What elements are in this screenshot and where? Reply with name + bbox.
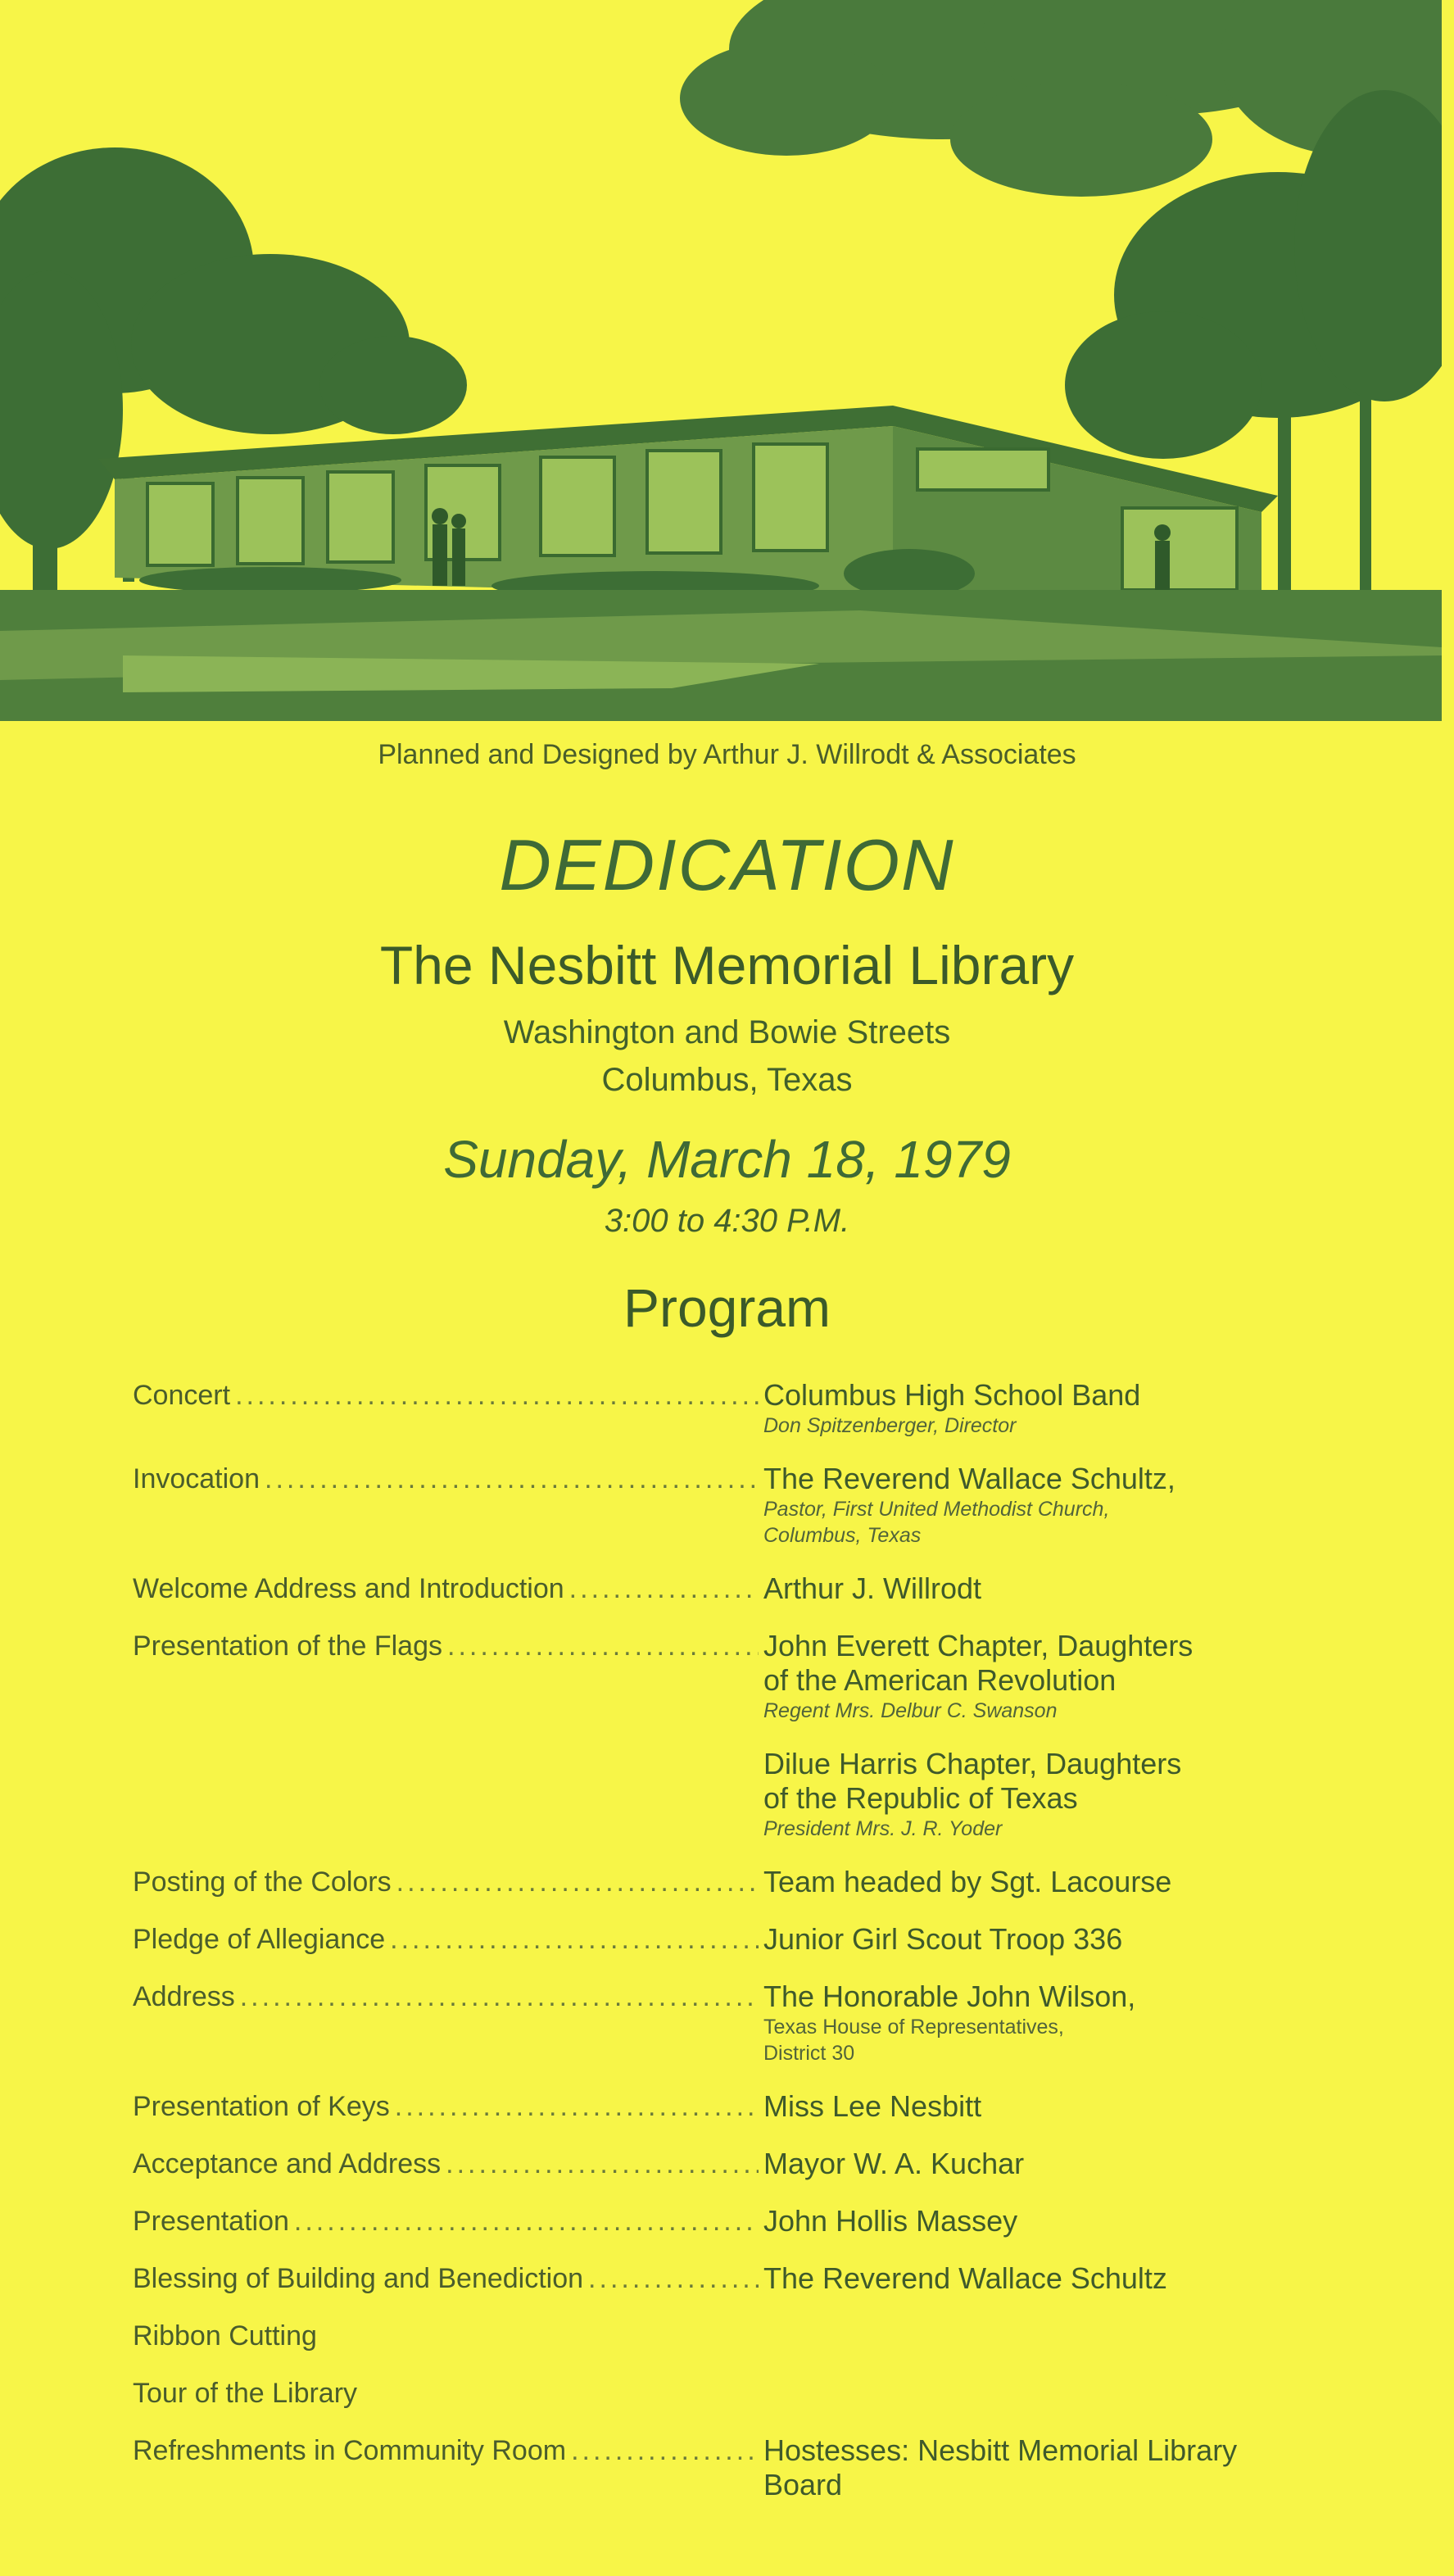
program-event: Presentation (133, 2206, 289, 2237)
program-event: Welcome Address and Introduction (133, 1573, 564, 1604)
program-person: The Honorable John Wilson, (763, 1980, 1136, 2013)
program-event: Blessing of Building and Benediction (133, 2263, 584, 2294)
program-event: Concert (133, 1380, 231, 1411)
program-person: John Hollis Massey (763, 2204, 1018, 2238)
program-event: Ribbon Cutting (133, 2320, 317, 2352)
event-date: Sunday, March 18, 1979 (443, 1130, 1011, 1189)
program-item (133, 2089, 1329, 2124)
program-list (133, 1378, 1329, 2525)
program-item (133, 2261, 1329, 2296)
library-street: Washington and Bowie Streets (503, 1014, 951, 1050)
program-person: Board (763, 2468, 843, 2501)
program-detail: Texas House of Representatives, (763, 2016, 1064, 2039)
program-event: Invocation (133, 1463, 260, 1494)
program-person: Miss Lee Nesbitt (763, 2089, 982, 2123)
program-detail: District 30 (763, 2042, 855, 2065)
program-event: Pledge of Allegiance (133, 1924, 386, 1955)
program-event: Address (133, 1981, 235, 2012)
program-item (133, 1462, 1329, 1549)
program-event: Refreshments in Community Room (133, 2435, 567, 2466)
event-time: 3:00 to 4:30 P.M. (604, 1203, 850, 1239)
program-item (133, 1865, 1329, 1899)
program-person: The Reverend Wallace Schultz, (763, 1462, 1175, 1495)
program-person: Team headed by Sgt. Lacourse (763, 1865, 1172, 1898)
program-detail: Regent Mrs. Delbur C. Swanson (763, 1699, 1058, 1722)
program-detail: Columbus, Texas (763, 1524, 922, 1547)
program-event: Presentation of Keys (133, 2091, 390, 2122)
program-item (133, 2376, 1329, 2410)
program-person: of the American Revolution (763, 1663, 1117, 1697)
program-person: Hostesses: Nesbitt Memorial Library (763, 2433, 1238, 2467)
program-person: Mayor W. A. Kuchar (763, 2147, 1025, 2180)
program-event: Tour of the Library (133, 2378, 358, 2409)
program-detail: Don Spitzenberger, Director (763, 1414, 1017, 1437)
program-person: Columbus High School Band (763, 1378, 1141, 1412)
program-detail: Pastor, First United Methodist Church, (763, 1498, 1110, 1521)
program-event: Posting of the Colors (133, 1866, 392, 1898)
program-item (133, 1747, 1329, 1842)
program-person: Dilue Harris Chapter, Daughters (763, 1747, 1182, 1780)
library-building-illustration-icon (0, 0, 1442, 721)
library-city: Columbus, Texas (601, 1062, 853, 1098)
dedication-title: DEDICATION (499, 824, 955, 905)
program-event: Acceptance and Address (133, 2148, 442, 2179)
program-heading: Program (623, 1277, 831, 1338)
program-detail: President Mrs. J. R. Yoder (763, 1817, 1003, 1840)
program-item (133, 1378, 1329, 1439)
program-item (133, 1571, 1329, 1606)
program-item (133, 2319, 1329, 2353)
program-item (133, 2433, 1329, 2502)
program-person: Junior Girl Scout Troop 336 (763, 1922, 1123, 1956)
program-item (133, 1980, 1329, 2066)
library-name: The Nesbitt Memorial Library (379, 935, 1075, 995)
program-person: John Everett Chapter, Daughters (763, 1629, 1194, 1662)
program-item (133, 2204, 1329, 2238)
program-person: Arthur J. Willrodt (763, 1571, 982, 1605)
program-item (133, 2147, 1329, 2181)
designer-credit: Planned and Designed by Arthur J. Willrodt & Associates (378, 739, 1076, 770)
program-person: of the Republic of Texas (763, 1781, 1078, 1815)
program-item (133, 1629, 1329, 1724)
program-person: The Reverend Wallace Schultz (763, 2261, 1167, 2295)
program-item (133, 1922, 1329, 1957)
program-event: Presentation of the Flags (133, 1630, 443, 1662)
